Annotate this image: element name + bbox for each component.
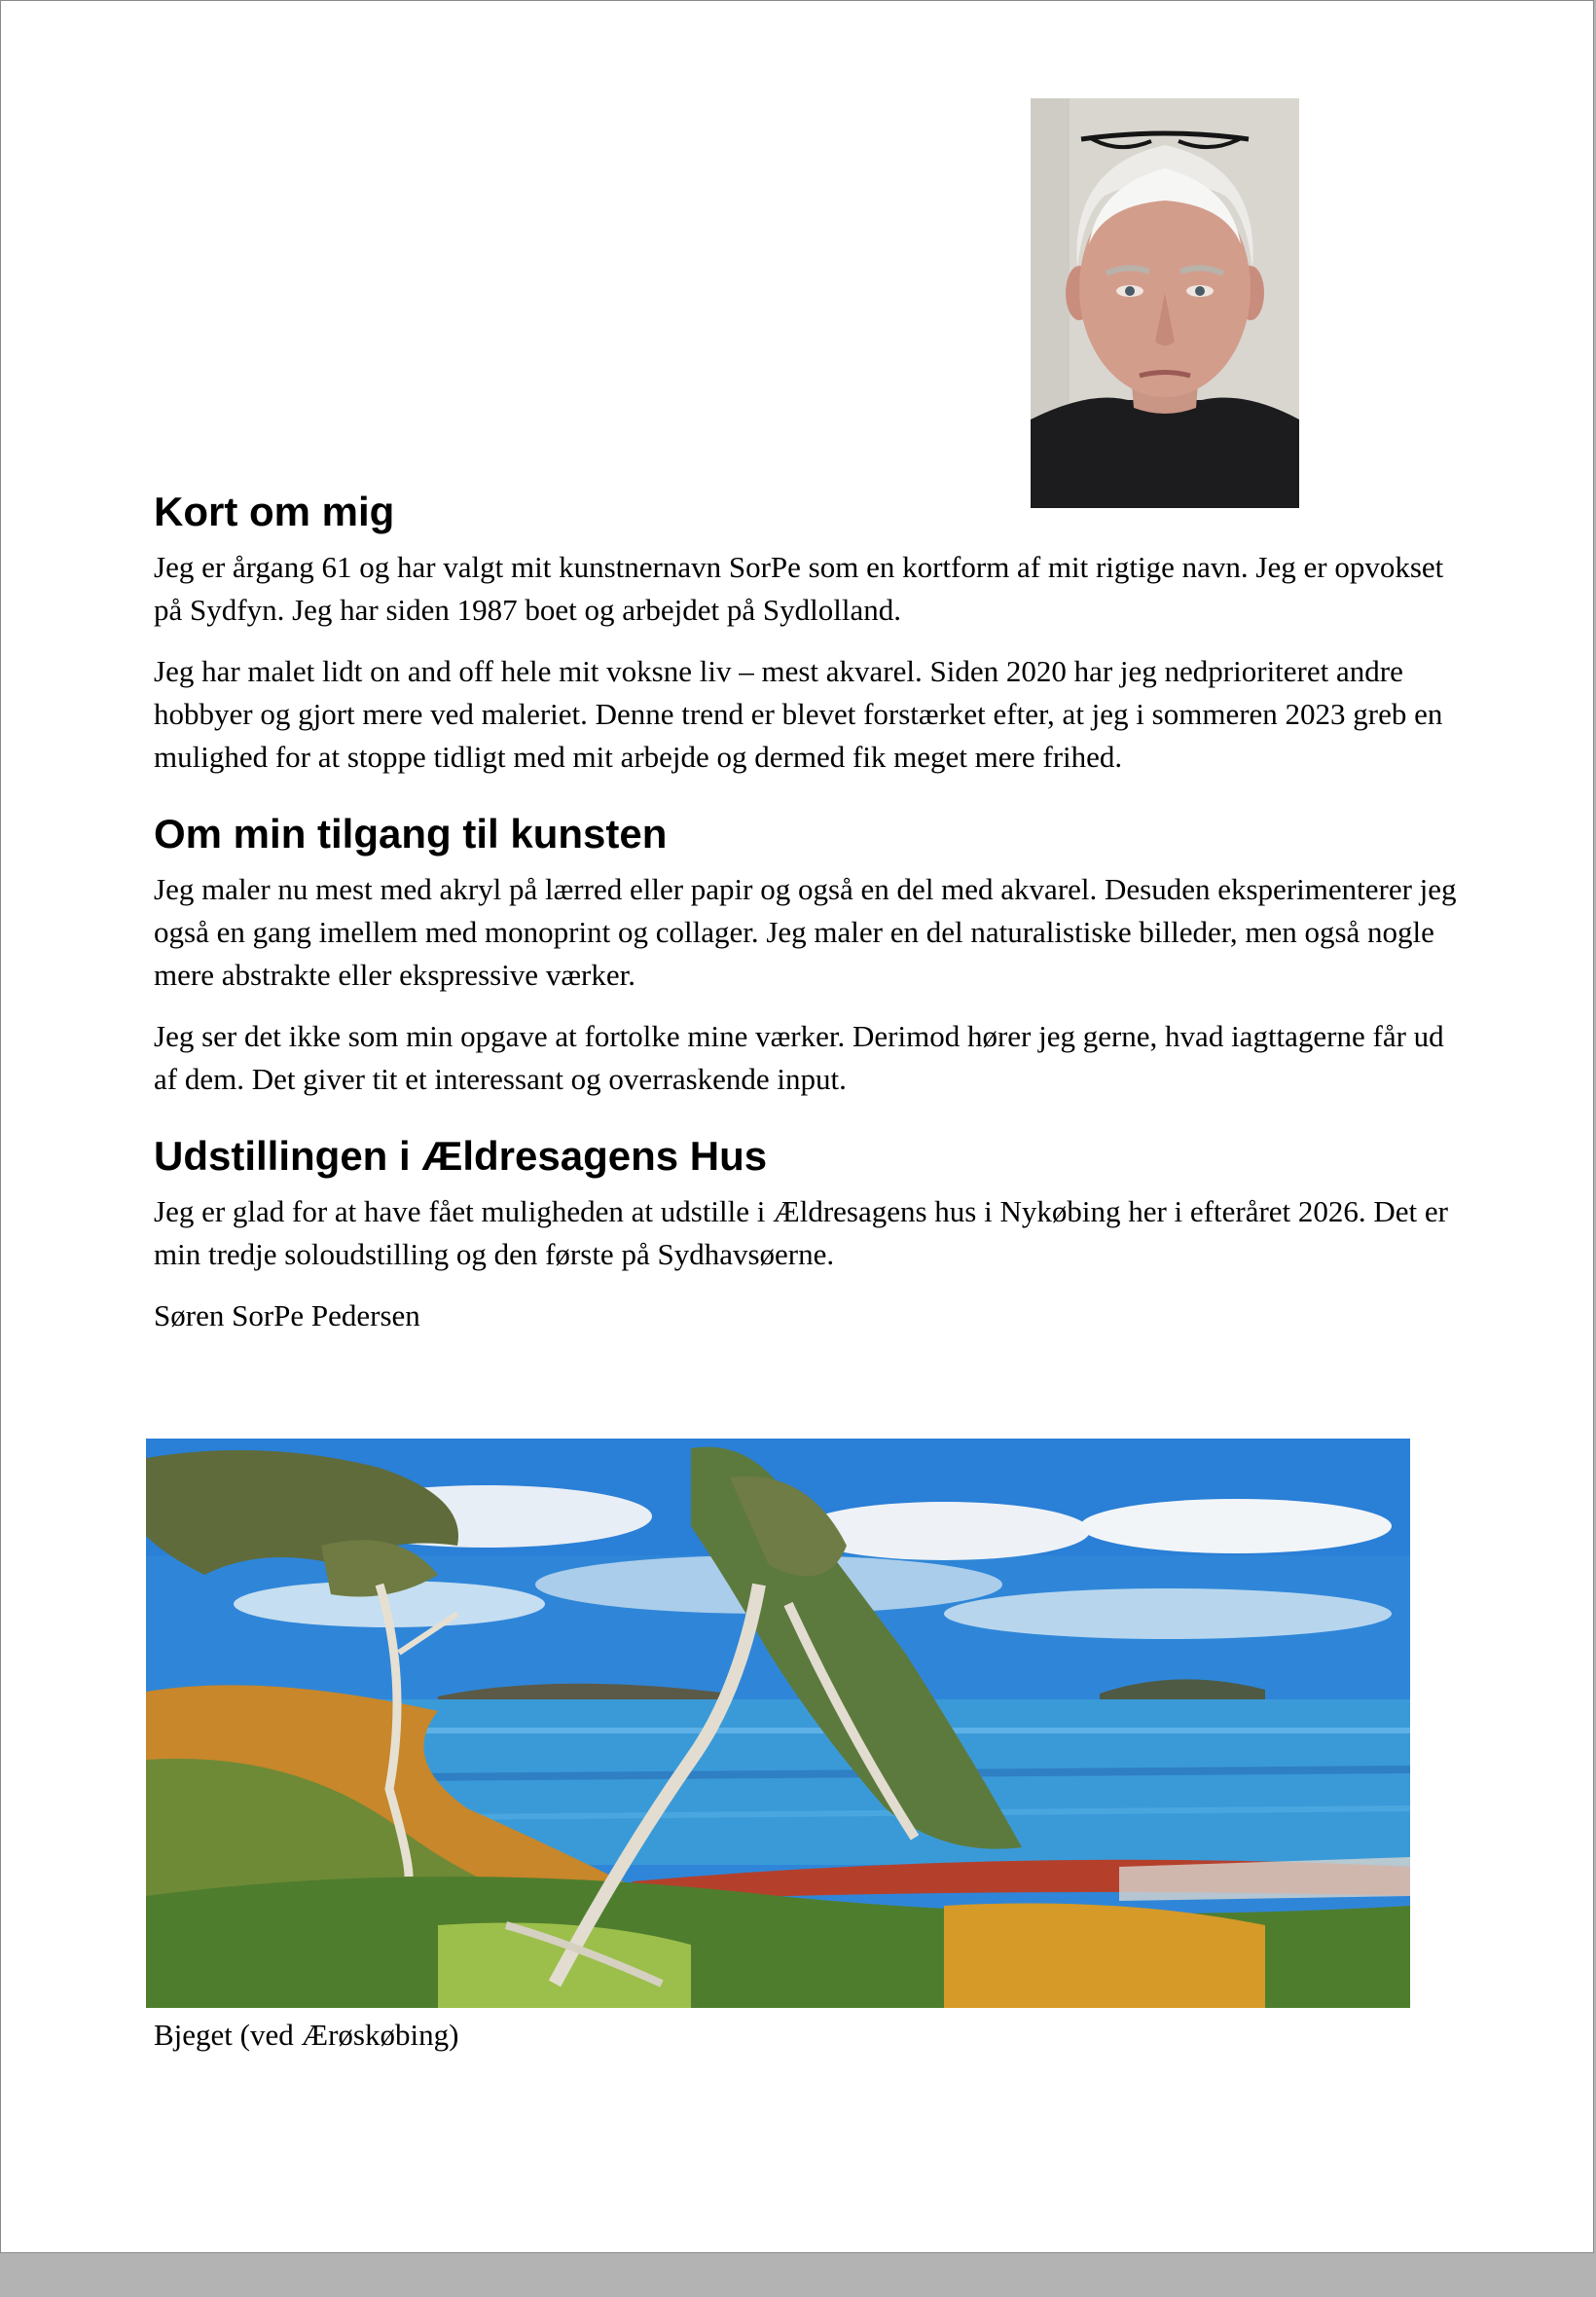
portrait-photo xyxy=(1031,98,1299,508)
paragraph: Jeg maler nu mest med akryl på lærred eller papir og også en del med akvarel. Desuden eksperimenterer jeg også en gang imellem med monoprint og collager. Jeg maler en del naturalistiske billeder, men også nogle mere abstrakte eller ekspressive værker. xyxy=(154,872,1457,992)
signature-name: Søren SorPe Pedersen xyxy=(154,1298,420,1332)
paragraph: Jeg er glad for at have fået muligheden at udstille i Ældresagens hus i Nykøbing her i efteråret 2026. Det er min tredje soloudstilling og den første på Sydhavsøerne. xyxy=(154,1194,1448,1271)
section-heading-about: Kort om mig xyxy=(154,489,395,534)
section-heading-exhibition: Udstillingen i Ældresagens Hus xyxy=(154,1133,768,1179)
paragraph: Jeg er årgang 61 og har valgt mit kunstnernavn SorPe som en kortform af mit rigtige navn. Jeg er opvokset på Sydfyn. Jeg har siden 1987 boet og arbejdet på Sydlolland. xyxy=(154,550,1444,627)
paragraph: Jeg har malet lidt on and off hele mit voksne liv – mest akvarel. Siden 2020 har jeg nedprioriteret andre hobbyer og gjort mere ved maleriet. Denne trend er blevet forstærket efter, at jeg i sommeren 2023 greb en mulighed for at stoppe tidligt med mit arbejde og dermed fik meget mere frihed. xyxy=(154,654,1443,774)
painting-image xyxy=(146,1439,1410,2008)
paragraph: Jeg ser det ikke som min opgave at fortolke mine værker. Derimod hører jeg gerne, hvad iagttagerne får ud af dem. Det giver tit et interessant og overraskende input. xyxy=(154,1019,1444,1096)
painting-caption: Bjeget (ved Ærøskøbing) xyxy=(154,2018,459,2052)
article-body xyxy=(154,488,1458,1337)
section-heading-approach: Om min tilgang til kunsten xyxy=(154,811,668,857)
viewer-footer-strip xyxy=(0,2253,1596,2297)
